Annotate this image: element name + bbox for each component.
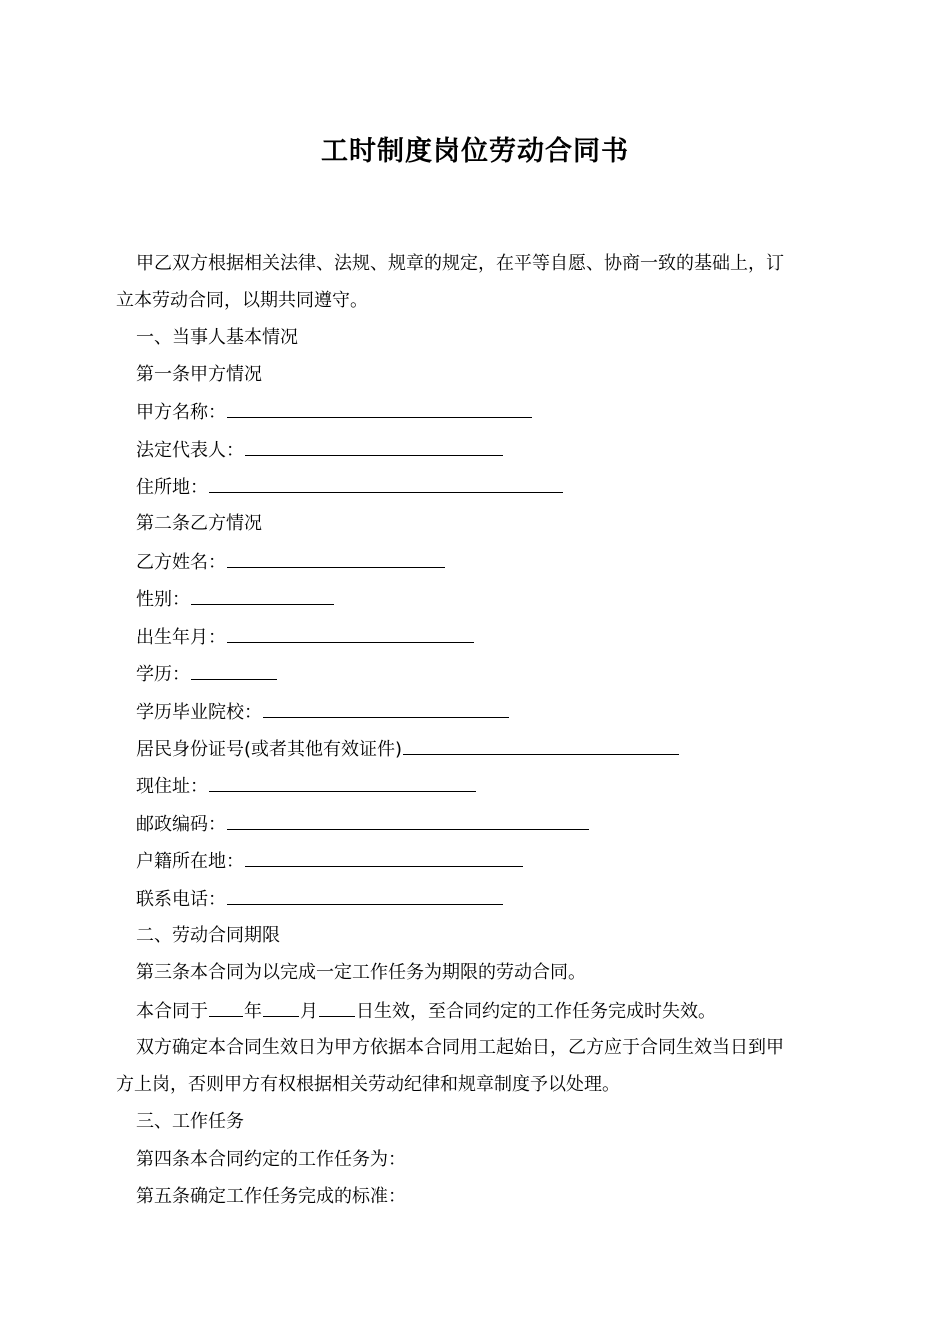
- section-heading-2: 二、劳动合同期限: [136, 925, 280, 946]
- article-4: 第四条本合同约定的工作任务为：: [136, 1149, 406, 1170]
- article-5: 第五条确定工作任务完成的标准：: [136, 1186, 406, 1207]
- legal-rep-label: 法定代表人：: [136, 440, 244, 461]
- party-a-name-field: [136, 399, 533, 426]
- phone-blank: [227, 886, 503, 905]
- confirm-paragraph-line1: 双方确定本合同生效日为甲方依据本合同用工起始日，乙方应于合同生效当日到甲: [136, 1037, 784, 1058]
- section-heading-3: 三、工作任务: [136, 1111, 244, 1132]
- school-field: [136, 699, 510, 726]
- postcode-blank: [227, 811, 589, 830]
- gender-field: [136, 586, 335, 613]
- legal-rep-blank: [245, 437, 503, 456]
- id-card-field: [136, 736, 680, 763]
- year-label: 年: [244, 1001, 262, 1022]
- gender-label: 性别：: [136, 589, 190, 610]
- id-card-blank: [403, 736, 679, 755]
- party-b-name-label: 乙方姓名：: [136, 552, 226, 573]
- education-blank: [191, 661, 277, 680]
- effective-date-line: [136, 998, 716, 1025]
- day-label: 日生效，至合同约定的工作任务完成时失效。: [356, 1001, 716, 1022]
- party-b-name-field: [136, 549, 446, 576]
- domicile-field: [136, 474, 564, 501]
- intro-paragraph-line1: 甲乙双方根据相关法律、法规、规章的规定，在平等自愿、协商一致的基础上，订: [136, 253, 784, 274]
- domicile-label: 住所地：: [136, 477, 208, 498]
- phone-field: [136, 886, 504, 913]
- legal-rep-field: [136, 437, 504, 464]
- year-blank: [209, 998, 243, 1017]
- postcode-field: [136, 811, 590, 838]
- hukou-blank: [245, 848, 523, 867]
- page-title: 工时制度岗位劳动合同书: [321, 136, 629, 167]
- birth-label: 出生年月：: [136, 627, 226, 648]
- day-blank: [319, 998, 355, 1017]
- hukou-label: 户籍所在地：: [136, 851, 244, 872]
- domicile-blank: [209, 474, 563, 493]
- education-field: [136, 661, 278, 688]
- birth-field: [136, 624, 475, 651]
- effective-label: 本合同于: [136, 1001, 208, 1022]
- education-label: 学历：: [136, 664, 190, 685]
- party-b-name-blank: [227, 549, 445, 568]
- article-heading-2: 第二条乙方情况: [136, 513, 262, 534]
- school-blank: [263, 699, 509, 718]
- article-3: 第三条本合同为以完成一定工作任务为期限的劳动合同。: [136, 962, 586, 983]
- confirm-paragraph-line2: 方上岗，否则甲方有权根据相关劳动纪律和规章制度予以处理。: [116, 1074, 620, 1095]
- address-blank: [209, 773, 476, 792]
- postcode-label: 邮政编码：: [136, 814, 226, 835]
- intro-paragraph-line2: 立本劳动合同，以期共同遵守。: [116, 290, 368, 311]
- hukou-field: [136, 848, 524, 875]
- month-blank: [263, 998, 299, 1017]
- section-heading-1: 一、当事人基本情况: [136, 327, 298, 348]
- party-a-name-label: 甲方名称：: [136, 402, 226, 423]
- id-card-label: 居民身份证号(或者其他有效证件): [136, 739, 403, 760]
- school-label: 学历毕业院校：: [136, 702, 262, 723]
- address-label: 现住址：: [136, 776, 208, 797]
- gender-blank: [191, 586, 334, 605]
- party-a-name-blank: [227, 399, 532, 418]
- birth-blank: [227, 624, 474, 643]
- address-field: [136, 773, 477, 800]
- month-label: 月: [300, 1001, 318, 1022]
- article-heading-1: 第一条甲方情况: [136, 364, 262, 385]
- phone-label: 联系电话：: [136, 889, 226, 910]
